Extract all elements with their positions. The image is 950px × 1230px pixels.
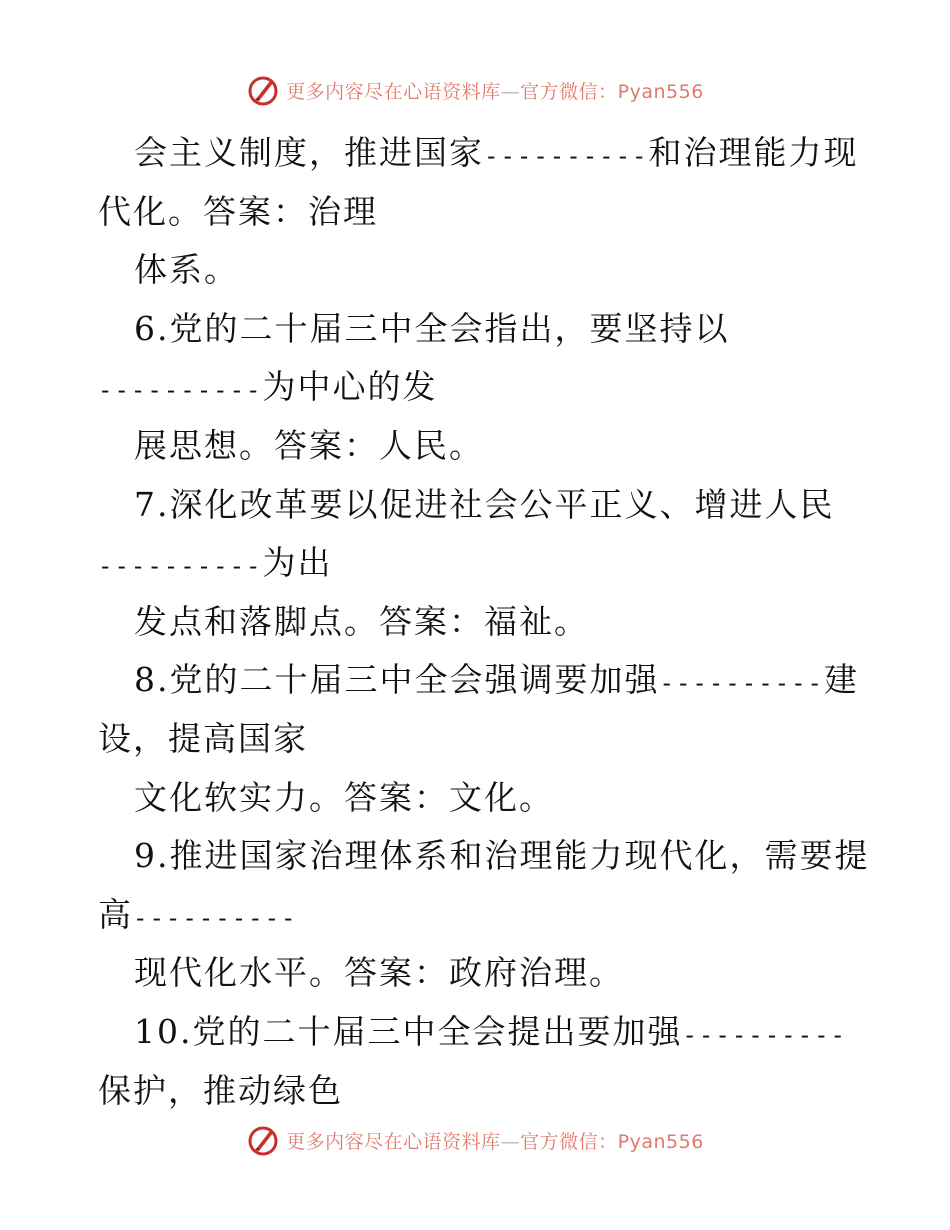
line-text: 会主义制度，推进国家: [134, 133, 484, 172]
text-line: [98, 534, 858, 593]
quill-logo-icon: [246, 73, 280, 107]
watermark-footer: [0, 1120, 950, 1160]
fill-in-blank: ----------: [98, 552, 263, 581]
line-text: 8.党的二十届三中全会强调要加强: [134, 660, 660, 700]
text-line: [98, 1062, 858, 1121]
text-line: [98, 476, 858, 535]
watermark-main: 更多内容尽在心语资料库: [286, 1130, 501, 1153]
text-line: [98, 886, 858, 945]
text-line: [98, 1003, 858, 1062]
watermark-main: 更多内容尽在心语资料库: [286, 80, 501, 103]
line-text: 体系。: [134, 250, 239, 290]
line-text: 和治理能力现: [648, 133, 859, 172]
line-text: 保护，推动绿色: [98, 1070, 343, 1110]
line-text: 高: [98, 894, 133, 934]
line-text: 9.推进国家治理体系和治理能力现代化，需要提: [134, 836, 870, 876]
text-line: [98, 593, 858, 652]
watermark-dash: —: [500, 1130, 521, 1153]
fill-in-blank: ----------: [682, 1020, 847, 1049]
fill-in-blank: ----------: [659, 669, 824, 698]
text-line: [98, 651, 858, 710]
text-line: [98, 769, 858, 828]
text-line: [98, 710, 858, 769]
line-text: 代化。答案：治理: [98, 191, 378, 231]
text-line: [98, 944, 858, 1003]
quill-logo-icon: [246, 1123, 280, 1157]
watermark-text: [286, 1127, 704, 1154]
text-line: [98, 241, 858, 300]
fill-in-blank: ----------: [484, 142, 649, 170]
text-line: [98, 827, 870, 886]
line-text: 10.党的二十届三中全会提出要加强: [134, 1011, 683, 1051]
line-text: 7.深化改革要以促进社会公平正义、增进人民: [134, 484, 835, 524]
line-text: 文化软实力。答案：文化。: [134, 777, 554, 817]
line-text: 设，提高国家: [98, 718, 308, 758]
fill-in-blank: ----------: [98, 376, 263, 405]
line-text: 现代化水平。答案：政府治理。: [134, 953, 624, 993]
watermark-suffix: 官方微信：Pyan556: [520, 1130, 704, 1153]
text-line: [98, 183, 858, 242]
text-line: [98, 300, 858, 359]
fill-in-blank: ----------: [133, 903, 298, 932]
line-text: 展思想。答案：人民。: [134, 425, 484, 465]
text-line: [98, 358, 858, 417]
line-text: 发点和落脚点。答案：福祉。: [134, 601, 589, 641]
line-text: 建: [824, 660, 859, 700]
text-line: [98, 124, 858, 183]
watermark-text: [286, 77, 704, 104]
watermark-header: [0, 70, 950, 110]
line-text: 为出: [262, 543, 333, 583]
line-text: 6.党的二十届三中全会指出，要坚持以: [134, 308, 730, 348]
watermark-dash: —: [500, 80, 521, 103]
watermark-suffix: 官方微信：Pyan556: [520, 80, 704, 103]
line-text: 为中心的发: [262, 367, 438, 407]
document-body: [98, 124, 870, 1120]
text-line: [98, 417, 858, 476]
